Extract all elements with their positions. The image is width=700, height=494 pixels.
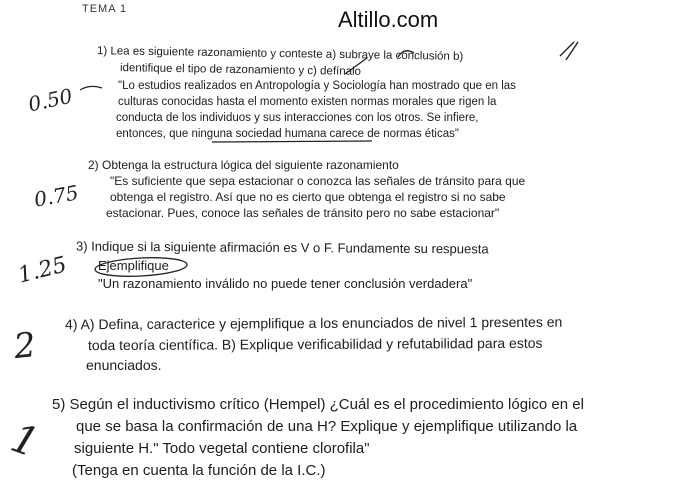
question-5-line-2: que se basa la confirmación de una H? Explique y ejemplifique utilizando la bbox=[76, 418, 578, 435]
question-1-line-1: 1) Lea es siguiente razonamiento y conteste a) subraye la conclusión b) bbox=[96, 45, 464, 63]
grade-q5: 1 bbox=[4, 415, 45, 467]
grade-q3: 1.25 bbox=[15, 252, 70, 289]
question-5-line-4: (Tenga en cuenta la función de la I.C.) bbox=[72, 462, 326, 479]
pen-mark-c-cross bbox=[345, 58, 367, 74]
question-3-line-3: "Un razonamiento inválido no puede tener conclusión verdadera" bbox=[98, 276, 473, 291]
question-1-line-5: conducta de los individuos y sus interacciones con los otros. Se infiere, bbox=[116, 112, 479, 124]
question-4-line-1: 4) A) Defina, caracterice y ejemplifique a los enunciados de nivel 1 presentes en bbox=[64, 313, 563, 333]
conclusion-underline bbox=[212, 141, 372, 142]
pen-mark-b-cross bbox=[560, 42, 578, 60]
question-2-line-2: "Es suficiente que sepa estacionar o conozca las señales de tránsito para que bbox=[110, 174, 526, 188]
question-2-line-3: obtenga el registro. Así que no es cierto que obtenga el registro si no sabe bbox=[110, 190, 506, 204]
question-4-line-2: toda teoría científica. B) Explique verificabilidad y refutabilidad para estos bbox=[87, 334, 543, 354]
site-watermark: Altillo.com bbox=[338, 7, 439, 32]
question-2-line-1: 2) Obtenga la estructura lógica del siguiente razonamiento bbox=[88, 158, 399, 172]
question-1-line-6: entonces, que ninguna sociedad humana carece de normas éticas" bbox=[116, 128, 459, 140]
grade-q1: 0.50 bbox=[25, 83, 75, 117]
grade-q1-stroke bbox=[80, 86, 102, 90]
question-3-line-2: Ejemplifique bbox=[98, 258, 169, 273]
exam-header: TEMA 1 bbox=[82, 3, 128, 15]
pen-mark-a bbox=[398, 51, 414, 57]
ejemplifique-circle bbox=[95, 256, 188, 279]
question-1-line-3: "Lo estudios realizados en Antropología y Sociología han mostrado que en las bbox=[118, 80, 516, 92]
question-4-line-3: enunciados. bbox=[86, 357, 162, 373]
question-3-line-1: 3) Indique si la siguiente afirmación es V o F. Fundamente su respuesta bbox=[75, 238, 489, 257]
question-5-line-3: siguiente H." Todo vegetal contiene clorofila" bbox=[74, 440, 370, 457]
grade-q2: 0.75 bbox=[32, 180, 81, 212]
question-5-line-1: 5) Según el inductivismo crítico (Hempel) ¿Cuál es el procedimiento lógico en el bbox=[52, 396, 584, 413]
grade-q4: 2 bbox=[11, 324, 38, 368]
question-1-line-4: culturas conocidas hasta el momento existen normas morales que rigen la bbox=[118, 96, 497, 108]
question-1-line-2: identifique el tipo de razonamiento y c) defínalo bbox=[119, 62, 362, 78]
question-2-line-4: estacionar. Pues, conoce las señales de tránsito pero no sabe estacionar" bbox=[106, 206, 500, 220]
